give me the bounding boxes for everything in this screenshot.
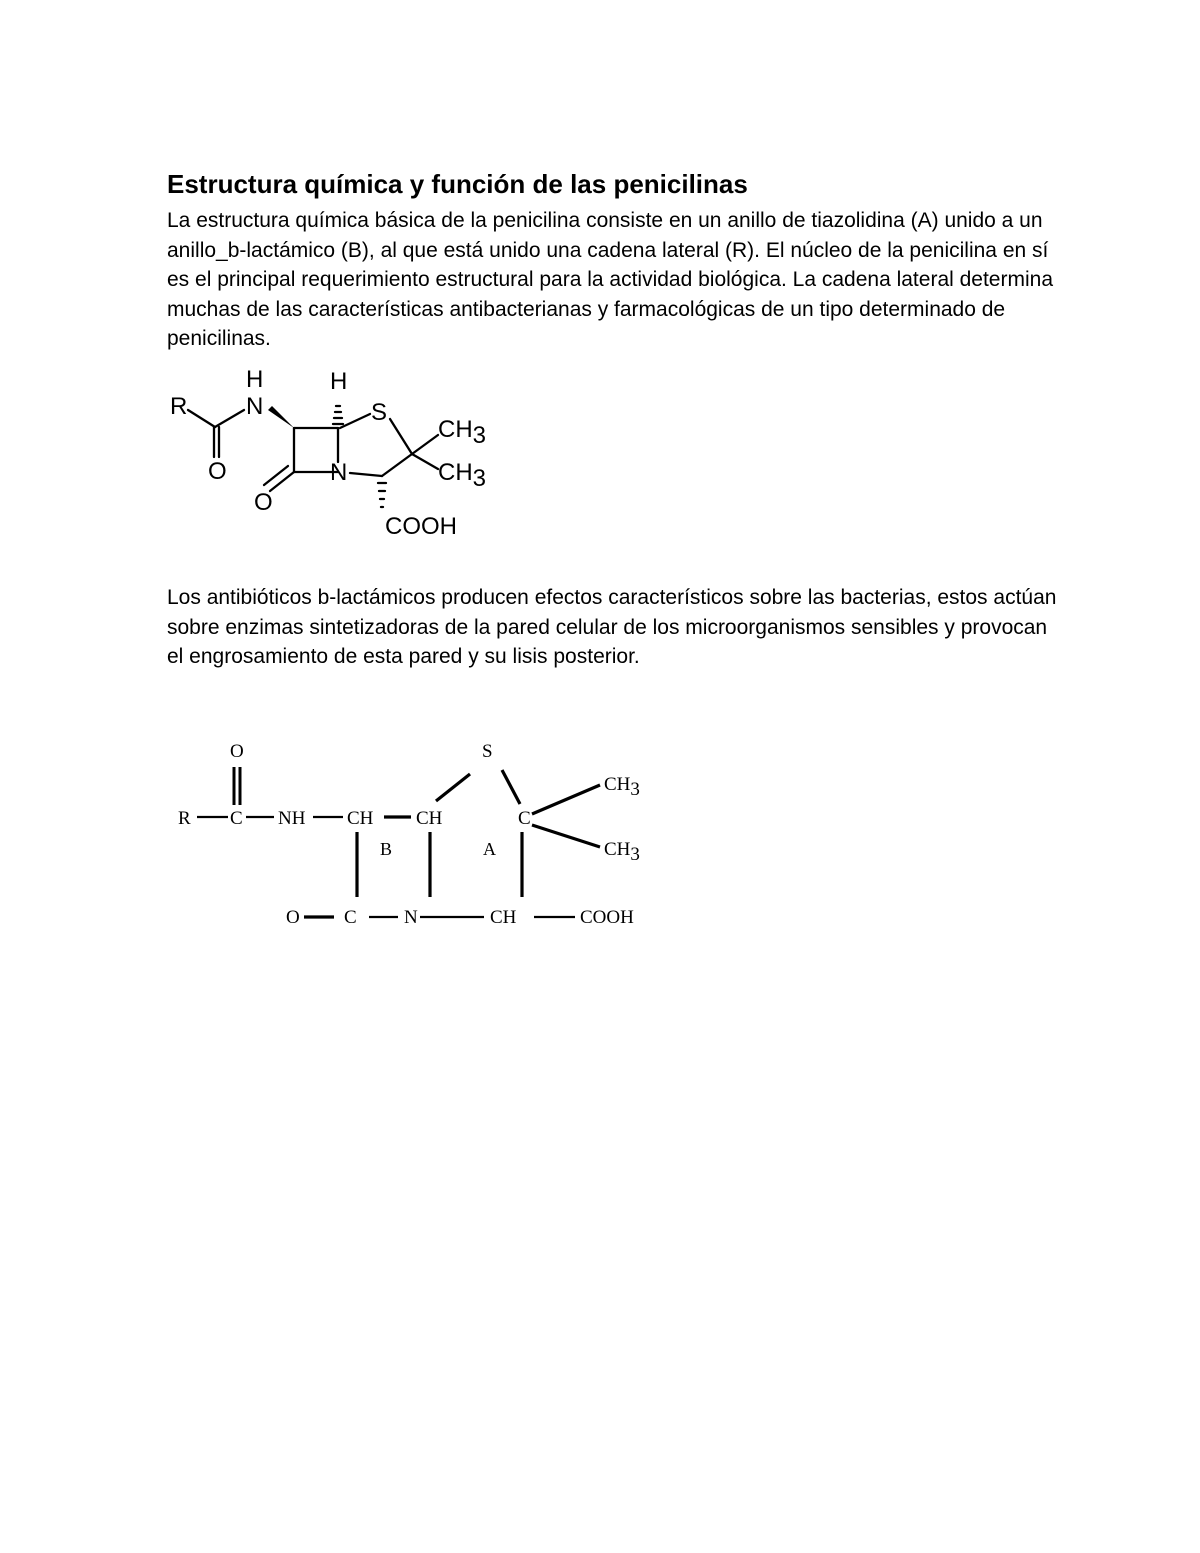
ring-label-b: B [380,839,393,859]
atom-c-carbonyl: C [230,808,243,829]
atom-ch3-bottom: CH3 [604,839,640,865]
ring-label-a: A [483,839,496,859]
atom-o-lactam: O [254,489,273,516]
atom-r: R [178,808,191,829]
atom-n-ring: N [330,459,348,486]
atom-c-ring: C [518,808,531,829]
atom-cooh: COOH [385,513,457,540]
atom-ch3-top: CH3 [604,774,640,800]
atom-s: S [482,741,493,762]
atom-ch-ring: CH [416,808,443,829]
atom-n-amide: N [246,393,264,420]
atom-r: R [170,393,188,420]
atom-o-bottom: O [286,907,300,928]
atom-n-bottom: N [404,907,418,928]
atom-ch-b: CH [347,808,374,829]
atom-s: S [371,399,388,426]
atom-h-amide: H [246,366,264,393]
atom-h-ring: H [330,368,348,395]
atom-nh: NH [278,808,306,829]
document-title: Estructura química y función de las penicilinas [167,169,748,199]
penicillin-schematic-structure [170,735,660,935]
atom-c-bottom: C [344,907,357,928]
intro-paragraph: La estructura química básica de la penicilina consiste en un anillo de tiazolidina (A) unido a un anillo_b-lactámico (B), al que está unido una cadena lateral (R). El núcleo de la penicilina en sí es el principal requerimiento estructural para la actividad biológica. La cadena lateral determina muchas de las características antibacterianas y farmacológicas de un tipo determinado de penicilinas. [167,209,1053,350]
atom-o-top: O [230,741,244,762]
effects-paragraph: Los antibióticos b-lactámicos producen efectos característicos sobre las bacterias, estos actúan sobre enzimas sintetizadoras de la pared celular de los microorganismos sensibles y provocan el engrosamiento de esta pared y su lisis posterior. [167,586,1057,668]
atom-o-side: O [208,458,227,485]
atom-ch-bottom: CH [490,907,517,928]
atom-cooh: COOH [580,907,634,928]
atom-ch3-bottom: CH3 [438,459,487,492]
penicillin-skeletal-structure [160,365,500,550]
atom-ch3-top: CH3 [438,416,487,449]
